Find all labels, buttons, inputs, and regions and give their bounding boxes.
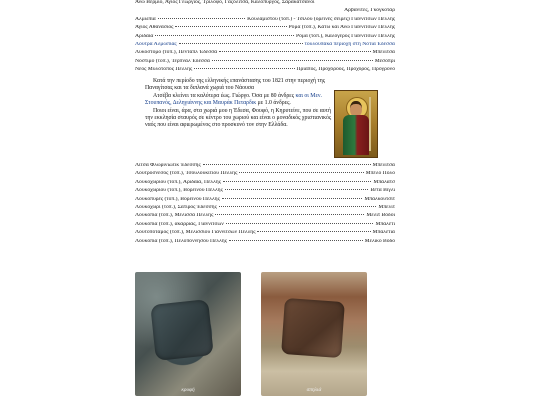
paragraph-line: Κατά την περίοδο της ελληνικής επανάστασης του 1821 στην περιοχή της Παναγίτσας και τα διπλανά χωριά του Νάουσα xyxy=(145,78,326,91)
photo-caption: σπηλιά xyxy=(306,387,322,393)
list-row: Λουκόπια (τοπ.), ακαρρίας, Γιαννιτσών Μπαλέτι xyxy=(135,221,395,227)
photo-caption: κρυφή xyxy=(181,387,195,393)
list-row: Λουτοπόταμος (τοπ.), Μελισσίου Γιαννιτσών Πέλλης Μπαλέτια xyxy=(135,230,395,236)
list-row: Λουτρόσνεσος (τοπ.), Τσουλουκιτίου Πέλλης Μπέλο Πόλο xyxy=(135,171,395,177)
list-row: Λουκοχωρίου (τοπ.), Αριδαία, Πέλλης Μπάλατσ xyxy=(135,179,395,185)
list-row: Αριδαία Ρόμα (τοπ.), Καλόγερος Γιαννιτσών Πέλλης xyxy=(135,33,395,39)
list-row: Λουκοχωρί (τοπ.), Σατίρος Έδεσσης Μπελίτ xyxy=(135,204,395,210)
spear-icon xyxy=(369,97,371,151)
place-name-list-bottom xyxy=(135,163,395,247)
list-heading-right: Αρβανίτες, Γκογκοτάρ xyxy=(344,8,395,14)
saint-icon-image xyxy=(334,90,378,158)
list-row: Νέος Μυλότοπος Πέλλης Πρίαπος, Προχόροος, Προχόρος, Πρόγρονο xyxy=(135,67,395,73)
list-row: Λίτσα Φλωρινιώτικ Έδεσσης Μπέλιτσα xyxy=(135,163,395,168)
list-row: Λουκοχωρίου (τοπ.), Βορεινού Πέλλης Βέτα Βίγλι xyxy=(135,188,395,194)
stone-photo-right xyxy=(261,272,367,396)
carved-stone xyxy=(281,298,345,358)
list-row: Λουκόπια (τοπ.), Πελοποννήσου Πέλλης Μελικο Βόδο xyxy=(135,238,395,244)
saint-robe xyxy=(343,115,369,155)
list-heading: Άνω Βέρμιο, Άγιος Γεώργιος, Τρίλοφο, Γαζόλιτσα, Καλόπυργος, Σαρακατσάνοι xyxy=(135,0,315,5)
carved-stone xyxy=(150,299,214,361)
list-row: Λουκόπια (τοπ.), Μέλισσα Πέλλης Μελιτ Βόδοι xyxy=(135,213,395,219)
place-name-list-top xyxy=(135,0,395,76)
list-row: Λουτρά Αλμωπίας τουλουπάκα περιοχή στη Νότια Έδεσσα xyxy=(135,41,395,47)
paragraph-line: Ατσέβα κλείνει τα καλύτερα έως. Γιώργο. Όσα με 80 άνδρες και οι Μεν. Στουπανός, Δεληγιάννης και Μαυράκ Πεταρδικ με 1.0 άνδρες. xyxy=(145,92,322,106)
list-row: Άγιος Αθανάσιος Ρόμα (τοπ.), Κάτω και Άνω Γιαννιτσών Πέλλης xyxy=(135,25,395,31)
list-row: Αλμωπία Κουλαμίστου (τοπ.) - Τσίλου (ορεινές σειρές) Γιαννιτσών Πέλλης xyxy=(135,16,395,22)
list-row: Λουκοπυρές (τοπ.), Βορεινού Πέλλης Μπαλκουτσίτ xyxy=(135,196,395,202)
stone-photo-left xyxy=(135,272,241,396)
list-row: Λυκόστομο (τοπ.), Πεντάπλ Έδεσσα Μπέλιτσα xyxy=(135,50,395,56)
highlighted-text: και οι Μεν. Στουπανός, Δεληγιάννης και Μαυράκ Πεταρδικ xyxy=(145,92,322,106)
history-paragraph xyxy=(145,78,335,130)
paragraph-line: Ποιοι είναι, άρα, στα χωριά μου η Έδεσα, Φουφό, η Κηρυτείνε, που σε αυτή την εκκλησία σταυρός σε κέντρο του χωριού και είναι ο μοναδικός χριστιανικός ναός που είναι αφιερωμένος στο προσκυνό τον στην Ελλάδα. xyxy=(145,107,332,128)
list-row: Νόστιμο (τοπ.), Τερπνάλ Έδεσσα Μεσόπρι xyxy=(135,58,395,64)
